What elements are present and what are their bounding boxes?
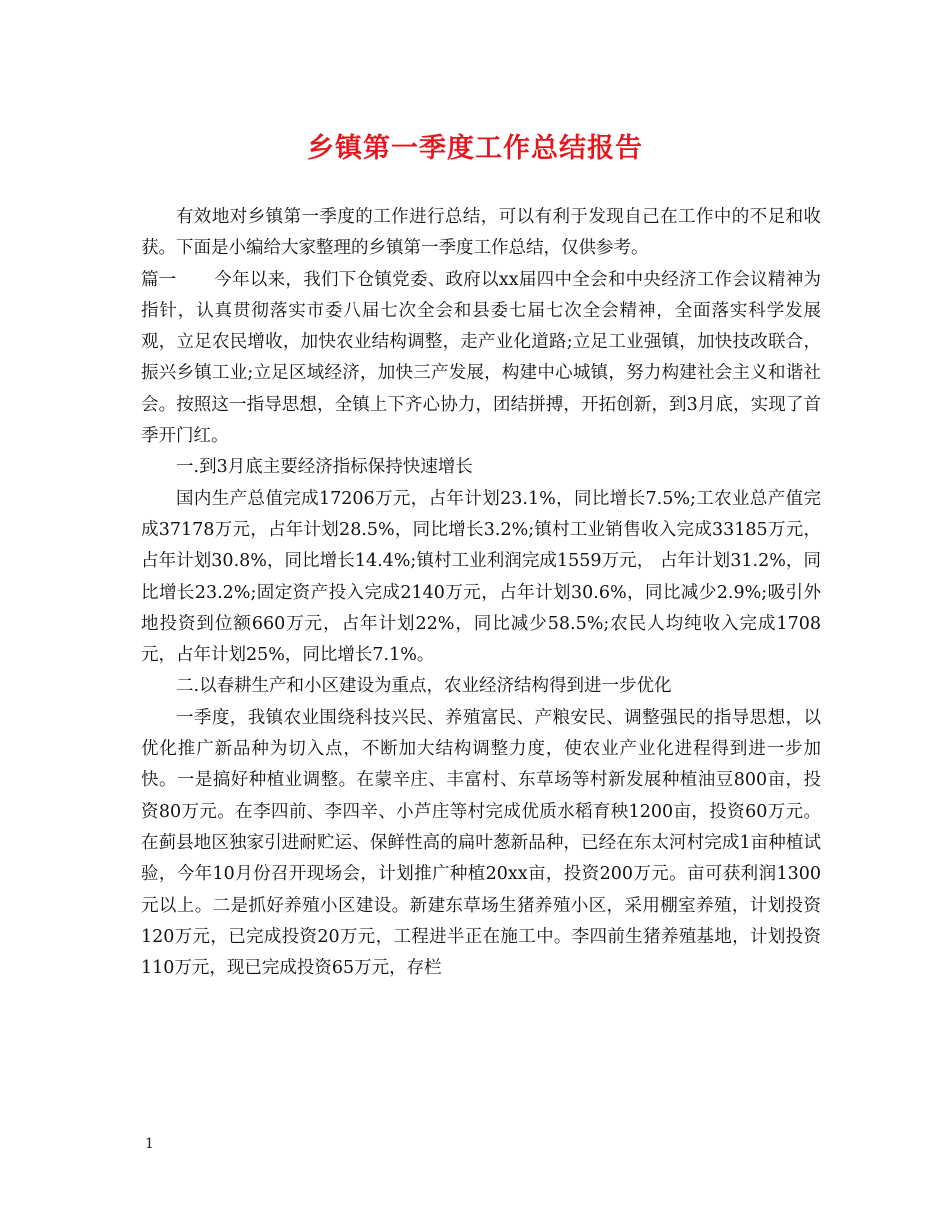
page-number: 1 <box>145 1136 154 1152</box>
section-text: 今年以来，我们下仓镇党委、政府以xx届四中全会和中央经济工作会议精神为指针，认真贯彻落实市委八届七次全会和县委七届七次全会精神，全面落实科学发展观，立足农民增收，加快农业结构调整，走产业化道路;立足工业强镇，加快技改联合，振兴乡镇工业;立足区域经济，加快三产发展，构建中心城镇，努力构建社会主义和谐社会。按照这一指导思想，全镇上下齐心协力，团结拼搏，开拓创新，到3月底，实现了首季开门红。 <box>141 269 821 447</box>
section-label: 篇一 <box>141 269 176 290</box>
paragraph-economic-indicators: 国内生产总值完成17206万元，占年计划23.1%，同比增长7.5%;工农业总产值完成37178万元，占年计划28.5%，同比增长3.2%;镇村工业销售收入完成33185万元， 占年计划30.8%，同比增长14.4%;镇村工业利润完成1559万元， 占年计划31.2%，同比增长23.2%;固定资产投入完成2140万元，占年计划30.6%，同比减少2.9%;吸引外地投资到位额660万元，占年计划22%，同比减少58.5%;农民人均纯收入完成1708元，占年计划25%，同比增长7.1%。 <box>141 488 821 666</box>
document-title: 乡镇第一季度工作总结报告 <box>307 133 643 164</box>
document-body <box>141 202 821 984</box>
heading-economic-indicators: 一.到3月底主要经济指标保持快速增长 <box>176 457 473 478</box>
paragraph-agriculture-structure: 一季度，我镇农业围绕科技兴民、养殖富民、产粮安民、调整强民的指导思想，以优化推广新品种为切入点，不断加大结构调整力度，使农业产业化进程得到进一步加快。一是搞好种植业调整。在蒙辛庄、丰富村、东草场等村新发展种植油豆800亩，投资80万元。在李四前、李四辛、小芦庄等村完成优质水稻育秧1200亩，投资60万元。在蓟县地区独家引进耐贮运、保鲜性高的扁叶葱新品种，已经在东太河村完成1亩种植试验，今年10月份召开现场会，计划推广种植20xx亩，投资200万元。亩可获利润1300元以上。二是抓好养殖小区建设。新建东草场生猪养殖小区，采用棚室养殖，计划投资120万元，已完成投资20万元，工程进半正在施工中。李四前生猪养殖基地，计划投资110万元，现已完成投资65万元，存栏 <box>141 707 821 979</box>
section-paragraph <box>141 265 821 453</box>
heading-agriculture-structure: 二.以春耕生产和小区建设为重点，农业经济结构得到进一步优化 <box>176 676 672 697</box>
intro-paragraph: 有效地对乡镇第一季度的工作进行总结，可以有利于发现自己在工作中的不足和收获。下面是小编给大家整理的乡镇第一季度工作总结，仅供参考。 <box>141 207 821 259</box>
